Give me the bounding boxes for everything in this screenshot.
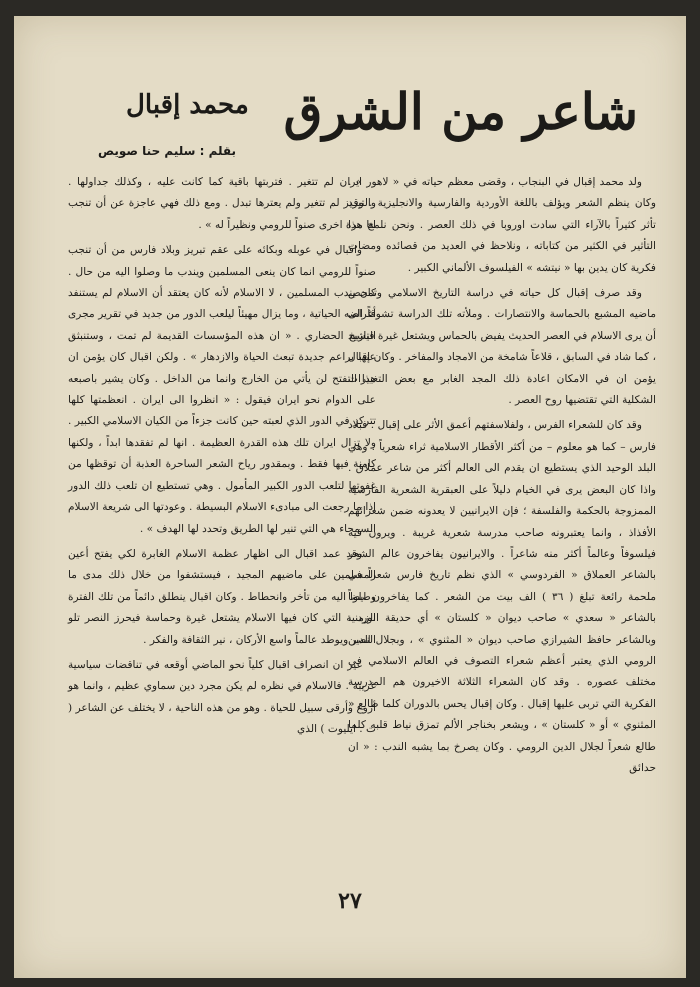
paragraph: واقبال في عوبله وبكائه على عقم تبريز وبلاد فارس من أن تنجب صنواً للرومي انما كان ينعى المسلمين ويندب ما وصلوا اليه من حال . كان يندب المسلمين ، لا الاسلام لأنه كان يعتقد أن الاسلام لم يستنفد أغراضه الحياتية ، وما يزال مهيئاً ليلعب الدور من جديد في تقرير مجرى التاريخ الحضاري . « ان هذه المؤسسات القديمة لم تمت ، وستنبثق عنها براعم جديدة تبعث الحياة والازدهار » . ولكن اقبال كان يؤمن ان هذا التفتح لن يأتي من الخارج وانما من الداخل . وكان يشير باصبعه على الدوام نحو ايران فيقول : « انظروا الى ايران . انعظمتها كلها تتركز في الدور الذي لعبته حين كانت جزءاً من الكيان الاسلامي الكبير . ولا تزال ايران تلك هذه القدرة العظيمة . انها لم تفقدها ابداً ، ولكنها كامنة فيها فقط . وبمقدور رياح الشعر الساحرة العذبة أن توقظها من غفوتها لتلعب الدور الكبير المأمول . وهي تستطيع ان تلعب ذلك الدور اذا ما رجعت الى مبادىء الاسلام البسيطة . وعودتها الى شريعة الاسلام السمحاء هي التي تنير لها الطريق وتحدد لها الهدف » . <box>68 244 376 535</box>
paragraph: وقد صرف إقبال كل حياته في دراسة التاريخ الاسلامي وتمحص ماضيه المشبع بالحماسة والانتصارات . وملأته تلك الدراسة تشوقاً الى أن يرى الاسلام في العصر الحديث يفيض بالحماس ويشتعل غيرة فيشيد ، كما شاد في السابق ، قلاعاً شامخة من الامجاد والمفاخر . وكان إقبال يؤمن ان في الامكان اعادة ذلك المجد الغابر مع بعض التغييرات الشكلية التي تقتضيها روح العصر . <box>348 287 656 407</box>
poet-name: محمد إقبال <box>126 90 249 120</box>
article-title: شاعر من الشرق <box>283 82 638 141</box>
magazine-page <box>14 16 686 978</box>
article-header <box>14 16 686 176</box>
page-number: ٢٧ <box>338 888 362 914</box>
paragraph: غير ان انصراف اقبال كلياً نحو الماضي أوقعه في تناقضات سياسية غريبة . فالاسلام في نظره لم يكن مجرد دين سماوي عظيم ، وانما هو أروع وأرقى سبيل للحياة . وهو من هذه الناحية ، لا يختلف عن الشاعر ( ت . ايليوت ) الذي <box>68 658 376 736</box>
left-column <box>68 172 376 745</box>
author-byline: بقلم : سليم حنا صويص <box>98 144 237 158</box>
paragraph: ايران لم تتغير . فتربتها باقية كما كانت عليه ، وكذلك جداولها . والتبريز لم تتغير ولم يعترها تبدل . ومع ذلك فهي عاجزة عن أن تنجب لنا مرة اخرى صنواً للرومي ونظيراً له » . <box>68 176 376 231</box>
paragraph: وقد عمد اقبال الى اظهار عظمة الاسلام الغابرة لكي يفتح أعين المسلمين على ماضيهم المجيد ، فيستشفوا من خلال ذلك مدى ما وصلوا اليه من تأخر وانحطاط . وكان اقبال ينطلق دائماً من تلك الفترة الزمنية التي كان فيها الاسلام يشتعل غيرة وحماسة فيحرز النصر تلو النصر ويوطد عالماً واسع الأركان ، نير الثقافة والفكر . <box>68 547 376 646</box>
paragraph: وقد كان للشعراء الفرس ، ولفلاسفتهم أعمق الأثر على إقبال . فبلاد فارس – كما هو معلوم – من أكثر الأقطار الاسلامية ثراء شعرياً . وهي البلد الوحيد الذي يستطيع ان يقدم الى العالم أكثر من شاعر عملاق . واذا كان البعض يرى في الخيام دليلاً على العبقرية الشعرية الفارسية الممزوجة بالحكمة والفلسفة ؛ فإن الايرانيين لا يعدونه ضمن شعرائهم الأفذاذ ، وانما يعتبرونه صاحب مدرسة شعرية غريبة . ويرون فيه فيلسوفاً وعالماً أكثر منه شاعراً . والايرانيون يفاخرون عالم الشعر بالشاعر العملاق « الفردوسي » الذي نظم تاريخ فارس شعراً في ملحمة رائعة تبلغ ( ٣٦ ) الف بيت من الشعر . كما يفاخرون ايضاً بالشاعر « سعدي » صاحب ديوان « كلستان » أي حديقة الورد ، وبالشاعر حافظ الشيرازي صاحب ديوان « المثنوي » ، وبجلال الدين الرومي الذي يعتبر أعظم شعراء التصوف في العالم الاسلامي في مختلف عصوره . وقد كان الشعراء الثلاثة الاخيرون هم المدرسة الفكرية التي تربى عليها إقبال . وكان إقبال يحس بالدوران كلما طالع « المثنوي » أو « كلستان » ، ويشعر بخناجر الألم تمزق نياط قلبه كلما طالع شعراً لجلال الدين الرومي . وكان يصرخ بما يشبه الندب : « ان حدائق <box>348 419 656 774</box>
paragraph: ولد محمد إقبال في البنجاب ، وقضى معظم حياته في « لاهور » . وكان ينظم الشعر ويؤلف باللغة الأوردية والفارسية والانجليزية . وقد تأثر كثيراً بالآراء التي سادت اوروبا في ذلك العصر . ونحن نلمح هذا التأثير في الكثير من كتاباته ، ونلاحظ في العديد من قصائده ومضات فكرية كان يدين بها « نيتشه » الفيلسوف الألماني الكبير . <box>348 176 656 274</box>
right-column <box>348 172 656 783</box>
